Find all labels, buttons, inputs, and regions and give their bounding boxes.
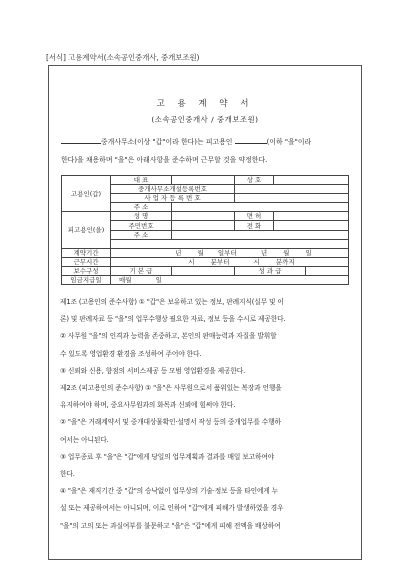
- address2-value: [172, 230, 349, 239]
- blank-employee-name: [235, 136, 267, 144]
- clause-line: "을"의 고의 또는 과실여부를 불문하고 "을"은 "갑"에게 피해 전액을 배상하여: [60, 521, 281, 530]
- clause-line: 제2조 (피고용인의 준수사항) ① "을"은 사무원으로서 품위있는 복장과 언행을: [60, 384, 282, 393]
- address-label: 주 소: [111, 203, 172, 212]
- intro-text-b: (이하 "을"이라: [266, 138, 312, 146]
- employer-label: 고용인(갑): [62, 176, 111, 212]
- trade-name-label: 상 호: [235, 176, 274, 185]
- clause-line: 론) 및 판례자료 등 "을"의 업무수행상 필요한 자료, 정보 등을 수시로 제공한다.: [60, 315, 286, 324]
- wage-value: [111, 276, 349, 285]
- min-from-unit: 분부터: [210, 257, 230, 266]
- clause-line: 수 있도록 영업환경 환경을 조성하여 주어야 한다.: [60, 349, 202, 358]
- hours-label: 근무시간: [62, 257, 111, 266]
- employee-label: 피고용인(을): [62, 212, 111, 248]
- month-unit: 월: [197, 248, 204, 257]
- pay-method-label: 보수구성: [62, 266, 111, 275]
- day2-unit: 일: [305, 248, 312, 257]
- clause-line: ③ 업무종료 후 "을"은 "갑"에게 당일의 업무계획과 결과를 매일 보고하여야: [60, 452, 275, 461]
- contract-subtitle: (소속공인중개사 / 중개보조원): [151, 115, 259, 124]
- clause-line: 한다.: [60, 470, 75, 479]
- name-label: 성 명: [111, 212, 172, 221]
- resident-no-label: 주민번호: [111, 221, 172, 230]
- intro-paragraph: [61, 133, 347, 169]
- clause-line: 여서는 아니된다.: [60, 435, 109, 444]
- period-label: 계약기간: [62, 248, 111, 257]
- form-label: [서식] 고용계약서(소속공인중개사, 중개보조원): [46, 53, 200, 62]
- blank-office-name: [61, 136, 101, 144]
- spacer-row: [111, 239, 349, 248]
- phone-label: 전 화: [235, 221, 274, 230]
- hour-from-unit: 시: [188, 257, 195, 266]
- intro-line-1: [61, 133, 347, 151]
- clause-line: 제1조 (고용인의 준수사항) ① "갑"은 보유하고 있는 정보, 판례지식(실무 및 이: [60, 298, 284, 306]
- period-value: [111, 248, 349, 257]
- wage-label: 임금지급일: [62, 276, 111, 285]
- from-unit: 일부터: [217, 248, 237, 257]
- year-unit: 년: [175, 248, 182, 257]
- clause-line: 유지하여야 하며, 중요사무원과의 화목과 신뢰에 힘써야 한다.: [60, 401, 236, 410]
- address-value: [172, 203, 349, 212]
- resident-no-value: [172, 221, 235, 230]
- rep-label: 대 표: [111, 176, 172, 185]
- hour-to-unit: 시: [253, 257, 260, 266]
- trade-name-value: [274, 176, 349, 185]
- reg-no-label: 중개사무소개설등록번호: [111, 185, 235, 194]
- month2-unit: 월: [283, 248, 290, 257]
- intro-text-a: 중개사무소(이상 "갑"이라 한다)는 피고용인: [101, 138, 233, 146]
- address2-label: 주 소: [111, 230, 172, 239]
- qualification-value: [274, 212, 349, 221]
- biz-no-label: 사 업 자 등 록 번 호: [111, 194, 235, 203]
- intro-line-2: 한다)을 채용하며 "을"은 아래사항을 준수하며 근무할 것을 약정한다.: [61, 156, 268, 164]
- reg-no-value: [235, 185, 349, 194]
- hours-value: [111, 257, 349, 266]
- monthly-text: 매월: [119, 276, 132, 285]
- biz-no-value: [235, 194, 349, 203]
- contract-frame: [48, 65, 362, 560]
- qualification-label: 면 허: [235, 212, 274, 221]
- min-to-unit: 분까지: [275, 257, 295, 266]
- base-pay-value: [172, 266, 235, 275]
- name-value: [172, 212, 235, 221]
- clause-line: 설 또는 제공하여서는 아니되며, 이로 인하여 "갑"에게 피해가 발생하였을 경우: [60, 504, 284, 513]
- clause-line: ② 사무원 "을"의 인격과 능력을 존중하고, 본인의 판매능력과 자질을 발휘할: [60, 332, 277, 341]
- day-unit: 일: [155, 276, 162, 285]
- phone-value: [274, 221, 349, 230]
- performance-value: [306, 266, 349, 275]
- clauses-section: [60, 294, 349, 535]
- clause-line: ③ 신뢰와 신용, 향점의 서비스제공 등 모범 영업환경을 제공한다.: [60, 366, 246, 375]
- rep-value: [172, 176, 235, 185]
- base-pay-label: 기 본 급: [111, 266, 172, 275]
- contract-title: 고 용 계 약 서: [156, 99, 254, 109]
- year2-unit: 년: [260, 248, 268, 257]
- clause-line: ④ "을"은 재직기간 중 "갑"의 승낙없이 업무상의 기술·정보 등을 타인에게 누: [60, 487, 279, 496]
- performance-label: 성 과 급: [235, 266, 306, 275]
- contract-info-table: [61, 175, 349, 285]
- clause-line: ② "을"은 거래계약서 및 중개대상물확인·설명서 작성 등의 중개업무를 수행하: [60, 418, 281, 427]
